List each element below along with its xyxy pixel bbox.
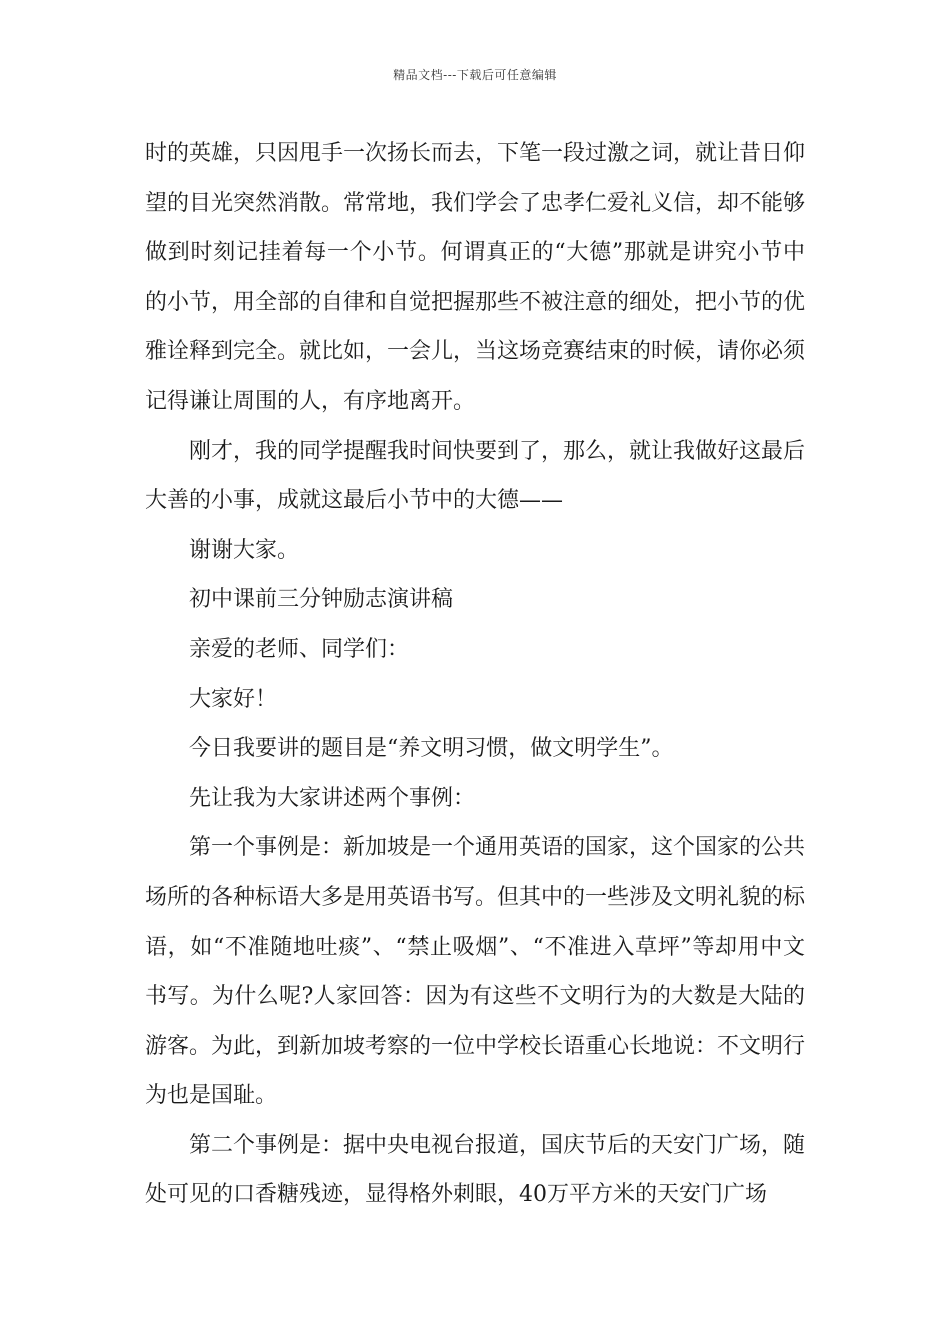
- paragraph: 先让我为大家讲述两个事例：: [189, 785, 476, 811]
- greeting: 大家好！: [189, 686, 278, 712]
- paragraph: 今日我要讲的题目是“养文明习惯，做文明学生”。: [189, 736, 674, 762]
- paragraph: 第二个事例是：据中央电视台报道，国庆节后的天安门广场，随处可见的口香糖残迹，显得格外刺眼，40万平方米的天安门广场: [145, 1132, 806, 1208]
- section-title: 初中课前三分钟励志演讲稿: [189, 587, 454, 613]
- paragraph: 第一个事例是：新加坡是一个通用英语的国家，这个国家的公共场所的各种标语大多是用英语书写。但其中的一些涉及文明礼貌的标语，如“不准随地吐痰”、“禁止吸烟”、“不准进入草坪”等却用中文书写。为什么呢?人家回答：因为有这些不文明行为的大数是大陆的游客。为此，到新加坡考察的一位中学校长语重心长地说：不文明行为也是国耻。: [145, 835, 806, 1109]
- salutation: 亲爱的老师、同学们：: [189, 636, 410, 662]
- paragraph: 刚才，我的同学提醒我时间快要到了，那么，就让我做好这最后大善的小事，成就这最后小节中的大德——: [145, 438, 806, 514]
- paragraph: 谢谢大家。: [189, 537, 300, 563]
- page-header: 精品文档---下载后可任意编辑: [393, 68, 557, 82]
- paragraph: 时的英雄，只因甩手一次扬长而去，下笔一段过激之词，就让昔日仰望的目光突然消散。常常地，我们学会了忠孝仁爱礼义信，却不能够做到时刻记挂着每一个小节。何谓真正的“大德”那就是讲究小节中的小节，用全部的自律和自觉把握那些不被注意的细处，把小节的优雅诠释到完全。就比如，一会儿，当这场竞赛结束的时候，请你必须记得谦让周围的人，有序地离开。: [145, 141, 806, 414]
- document-body: [145, 129, 805, 1220]
